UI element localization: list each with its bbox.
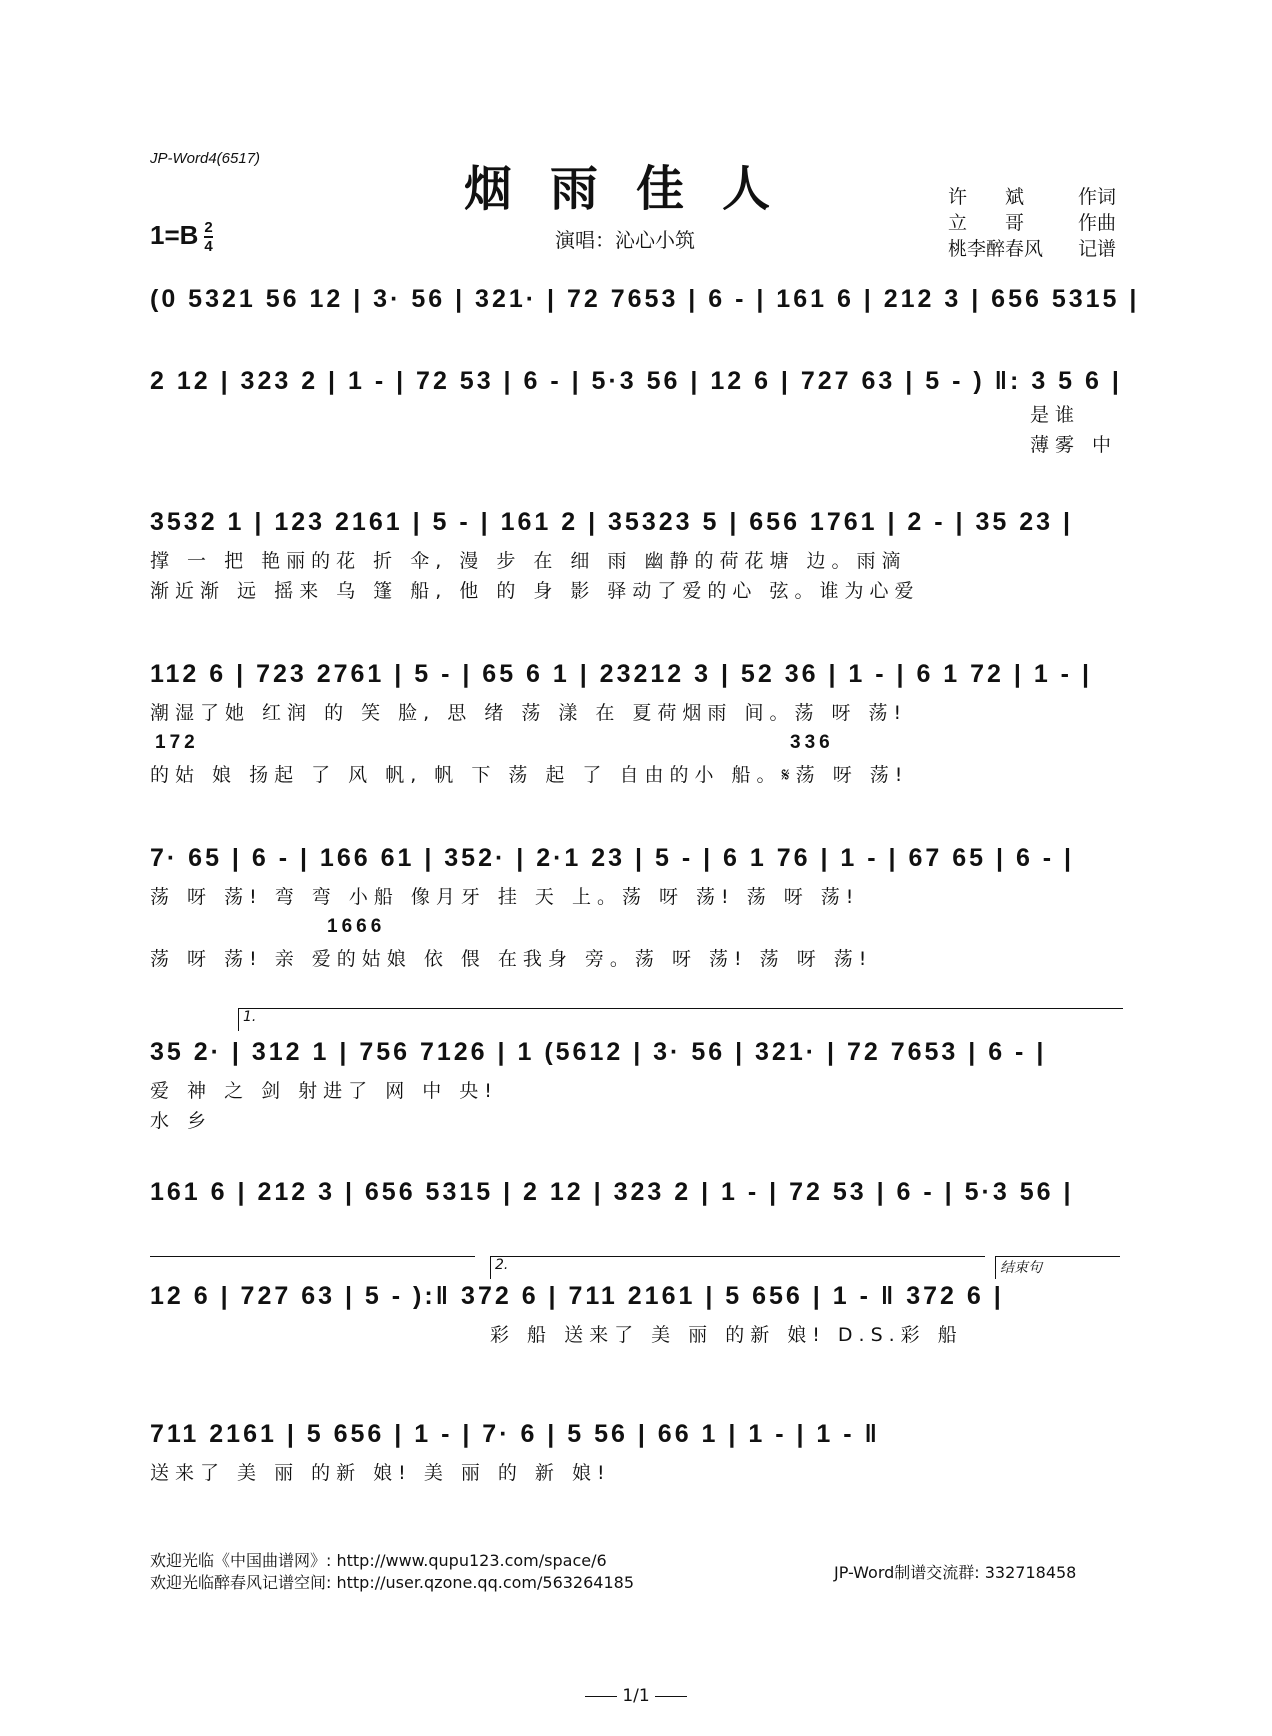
lyric-line-9a: 送来了 美 丽 的新 娘! 美 丽 的 新 娘! — [150, 1462, 611, 1484]
credits-block — [948, 184, 1116, 262]
time-top: 2 — [204, 219, 213, 237]
alt-notes-336: 336 — [790, 732, 834, 753]
volta-1: 1. — [238, 1008, 1123, 1031]
volta-1-continuation — [150, 1256, 475, 1257]
score-line-8: 12 6 | 727 63 | 5 - ):‖ 372 6 | 711 2161 | 5 656 | 1 - ‖ 372 6 | — [150, 1282, 1004, 1310]
credit-composer: 立 哥 作曲 — [948, 212, 1116, 234]
credit-transcriber: 桃李醉春风 记谱 — [948, 238, 1116, 260]
time-bottom: 4 — [204, 238, 213, 256]
lyric-line-6b: 水 乡 — [150, 1110, 213, 1132]
time-signature — [204, 220, 212, 254]
score-line-9: 711 2161 | 5 656 | 1 - | 7· 6 | 5 56 | 66 1 | 1 - | 1 - ‖ — [150, 1420, 880, 1448]
coda-label: 结束句 — [995, 1256, 1120, 1279]
score-line-4: 112 6 | 723 2761 | 5 - | 65 6 1 | 23212 3 | 52 36 | 1 - | 6 1 72 | 1 - | — [150, 660, 1092, 688]
lyric-line-3a: 撑 一 把 艳丽的花 折 伞, 漫 步 在 细 雨 幽静的荷花塘 边。雨滴 — [150, 550, 907, 572]
lyric-line-3b: 渐近渐 远 摇来 乌 篷 船, 他 的 身 影 驿动了爱的心 弦。谁为心爱 — [150, 580, 920, 602]
alt-notes-172: 172 — [155, 732, 199, 753]
credit-lyricist: 许 斌 作词 — [948, 186, 1116, 208]
song-title: 烟雨佳人 — [463, 161, 808, 217]
key-signature — [150, 220, 213, 254]
lyric-line-5a: 荡 呀 荡! 弯 弯 小船 像月牙 挂 天 上。荡 呀 荡! 荡 呀 荡! — [150, 886, 860, 908]
volta-2: 2. — [490, 1256, 985, 1279]
software-label: JP-Word4(6517) — [150, 150, 261, 167]
score-line-1: (0 5321 56 12 | 3· 56 | 321· | 72 7653 | 6 - | 161 6 | 212 3 | 656 5315 | — [150, 285, 1140, 313]
lyric-line-5b: 荡 呀 荡! 亲 爱的姑娘 依 偎 在我身 旁。荡 呀 荡! 荡 呀 荡! — [150, 948, 873, 970]
lyric-line-2b: 薄雾 中 — [1030, 434, 1118, 456]
lyric-line-4b: 的姑 娘 扬起 了 风 帆, 帆 下 荡 起 了 自由的小 船。𝄋荡 呀 荡! — [150, 764, 909, 786]
footer-line-1[interactable]: 欢迎光临《中国曲谱网》: http://www.qupu123.com/space/6 — [150, 1551, 607, 1570]
score-line-3: 3532 1 | 123 2161 | 5 - | 161 2 | 35323 5 | 656 1761 | 2 - | 35 23 | — [150, 508, 1073, 536]
score-line-5: 7· 65 | 6 - | 166 61 | 352· | 2·1 23 | 5 - | 6 1 76 | 1 - | 67 65 | 6 - | — [150, 844, 1075, 872]
score-line-2: 2 12 | 323 2 | 1 - | 72 53 | 6 - | 5·3 56 | 12 6 | 727 63 | 5 - ) ‖: 3 5 6 | — [150, 367, 1122, 395]
key-label: 1=B — [150, 220, 199, 250]
page-number: 1/1 — [0, 1686, 1272, 1706]
lyric-line-2a: 是谁 — [1030, 404, 1081, 426]
score-line-7: 161 6 | 212 3 | 656 5315 | 2 12 | 323 2 | 1 - | 72 53 | 6 - | 5·3 56 | — [150, 1178, 1074, 1206]
lyric-line-6a: 爱 神 之 剑 射进了 网 中 央! — [150, 1080, 498, 1102]
lyric-line-8a: 彩 船 送来了 美 丽 的新 娘! D.S.彩 船 — [490, 1324, 963, 1346]
alt-notes-1666: 1666 — [327, 916, 386, 937]
lyric-line-4a: 潮湿了她 红润 的 笑 脸, 思 绪 荡 漾 在 夏荷烟雨 间。荡 呀 荡! — [150, 702, 908, 724]
footer-line-2[interactable]: 欢迎光临醉春风记谱空间: http://user.qzone.qq.com/563264185 — [150, 1573, 635, 1592]
footer-links — [150, 1550, 634, 1594]
score-line-6: 35 2· | 312 1 | 756 7126 | 1 (5612 | 3· 56 | 321· | 72 7653 | 6 - | — [150, 1038, 1047, 1066]
singer-label: 演唱：沁心小筑 — [555, 228, 695, 252]
footer-group: JP-Word制谱交流群: 332718458 — [834, 1563, 1077, 1582]
